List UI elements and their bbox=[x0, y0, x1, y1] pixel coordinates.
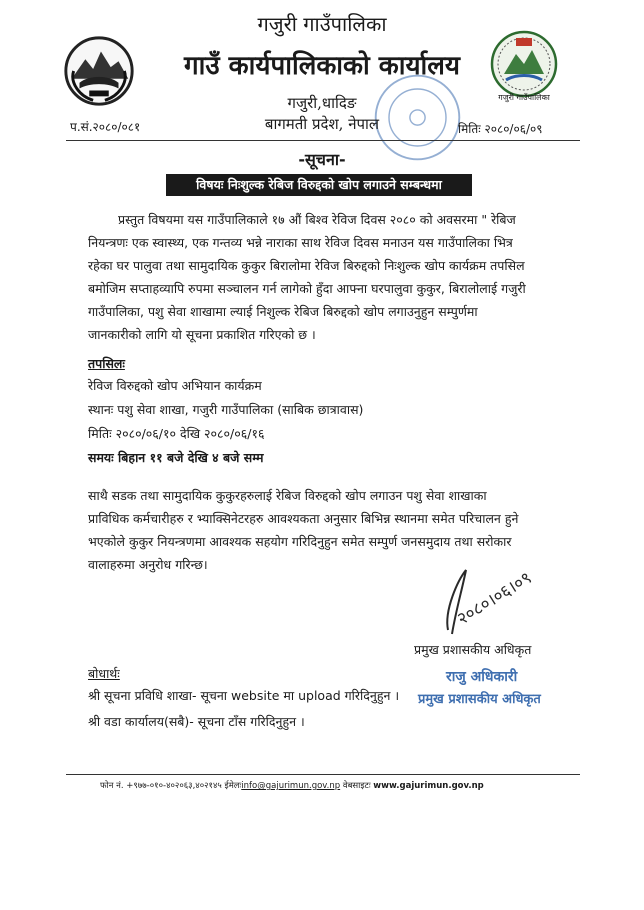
nepal-emblem-icon bbox=[60, 32, 138, 110]
paragraph-line: साथै सडक तथा सामुदायिक कुकुरहरुलाई रेबिज विरुद्दको खोप लगाउन पशु सेवा शाखाका bbox=[88, 488, 487, 503]
municipality-name: गजुरी गाउँपालिका bbox=[257, 12, 387, 36]
paragraph-line: रहेका घर पालुवा तथा सामुदायिक कुकुर बिरालोमा रेविज बिरुद्दको निःशुल्क खोप कार्यक्रम तपसिल bbox=[88, 258, 525, 273]
cc-list bbox=[88, 686, 418, 732]
paragraph-line: वालाहरुमा अनुरोध गरिन्छ। bbox=[88, 557, 208, 572]
office-name: गाउँ कार्यपालिकाको कार्यालय bbox=[184, 51, 460, 81]
signatory-title: प्रमुख प्रशासकीय अधिकृत bbox=[414, 642, 532, 657]
footer-email-label: ईमेलः bbox=[224, 781, 242, 791]
details-list bbox=[88, 376, 568, 468]
cc-item: श्री वडा कार्यालय(सबै)- सूचना टाँस गरिदिनुहुन । bbox=[88, 714, 305, 729]
office-location: गजुरी,धादिङ bbox=[287, 94, 357, 112]
details-heading: तपसिलः bbox=[88, 356, 125, 371]
letter-date: मितिः २०८०/०६/०९ bbox=[458, 122, 543, 136]
signatory-name: राजु अधिकारी bbox=[446, 669, 518, 685]
cc-item: श्री सूचना प्रविधि शाखा- सूचना website मा upload गरिदिनुहुन । bbox=[88, 688, 400, 703]
footer-contact bbox=[100, 780, 570, 791]
footer-phone: फोन नं. +९७७-०१०-४०२०६३,४०२१४५ bbox=[100, 781, 222, 791]
office-province: बागमती प्रदेश, नेपाल bbox=[264, 115, 380, 133]
footer-email-link[interactable]: info@gajurimun.gov.np bbox=[241, 781, 341, 791]
reference-number: प.सं.२०८०/०८१ bbox=[70, 120, 141, 134]
footer-website-link[interactable]: www.gajurimun.gov.np bbox=[373, 781, 484, 791]
details-item: रेविज विरुद्दको खोप अभियान कार्यक्रम bbox=[88, 378, 262, 393]
signatory-stamp-title: प्रमुख प्रशासकीय अधिकृत bbox=[418, 692, 541, 707]
notice-paragraph-1 bbox=[88, 208, 578, 346]
footer-website-label: वेबसाइटः bbox=[342, 781, 371, 791]
notice-heading: -सूचना- bbox=[298, 150, 346, 169]
paragraph-line: प्राविधिक कर्मचारीहरु र भ्याक्सिनेटरहरु आवश्यकता अनुसार बिभिन्न स्थानमा समेत परिचालन हुने bbox=[88, 511, 519, 526]
paragraph-line: प्रस्तुत विषयमा यस गाउँपालिकाले १७ औं बिश्व रेविज दिवस २०८० को अवसरमा " रेबिज bbox=[118, 212, 516, 227]
details-item: स्थानः पशु सेवा शाखा, गजुरी गाउँपालिका (साबिक छात्रावास) bbox=[88, 402, 364, 417]
paragraph-line: जानकारीको लागि यो सूचना प्रकाशित गरिएको छ । bbox=[88, 327, 316, 342]
details-item: मितिः २०८०/०६/१० देखि २०८०/०६/१६ bbox=[88, 426, 265, 441]
cc-heading: बोधार्थः bbox=[88, 666, 120, 681]
details-item: समयः बिहान ११ बजे देखि ४ बजे सम्म bbox=[88, 450, 264, 465]
handwritten-date: २०८०।०६।०९ bbox=[453, 568, 536, 630]
paragraph-line: गाउँपालिका, पशु सेवा शाखामा ल्याई निशुल्क रेबिज बिरुद्दको खोप लगाउनुहुन सम्पुर्णमा bbox=[88, 304, 478, 319]
subject-text: विषयः निःशुल्क रेबिज विरुद्दको खोप लगाउने सम्बन्धमा bbox=[196, 177, 442, 192]
paragraph-line: बमोजिम सप्ताहव्यापि रुपमा सञ्चालन गर्न लागेको हुँदा आफ्ना घरपालुवा कुकुर, बिरालोलाई गजुरी bbox=[88, 281, 526, 296]
paragraph-line: भएकोले कुकुर नियन्त्रणमा आवश्यक सहयोग गरिदिनुहुन समेत सम्पुर्ण जनसमुदाय तथा सरोकार bbox=[88, 534, 512, 549]
paragraph-line: नियन्त्रणः एक स्वास्थ्य, एक गन्तव्य भन्ने नाराका साथ रेविज दिवस मनाउन यस गाउँपालिका भित्र bbox=[88, 235, 513, 250]
header-divider bbox=[66, 140, 580, 141]
footer-divider bbox=[66, 774, 580, 775]
logo-caption: गजुरी गाउँपालिका bbox=[498, 93, 550, 102]
